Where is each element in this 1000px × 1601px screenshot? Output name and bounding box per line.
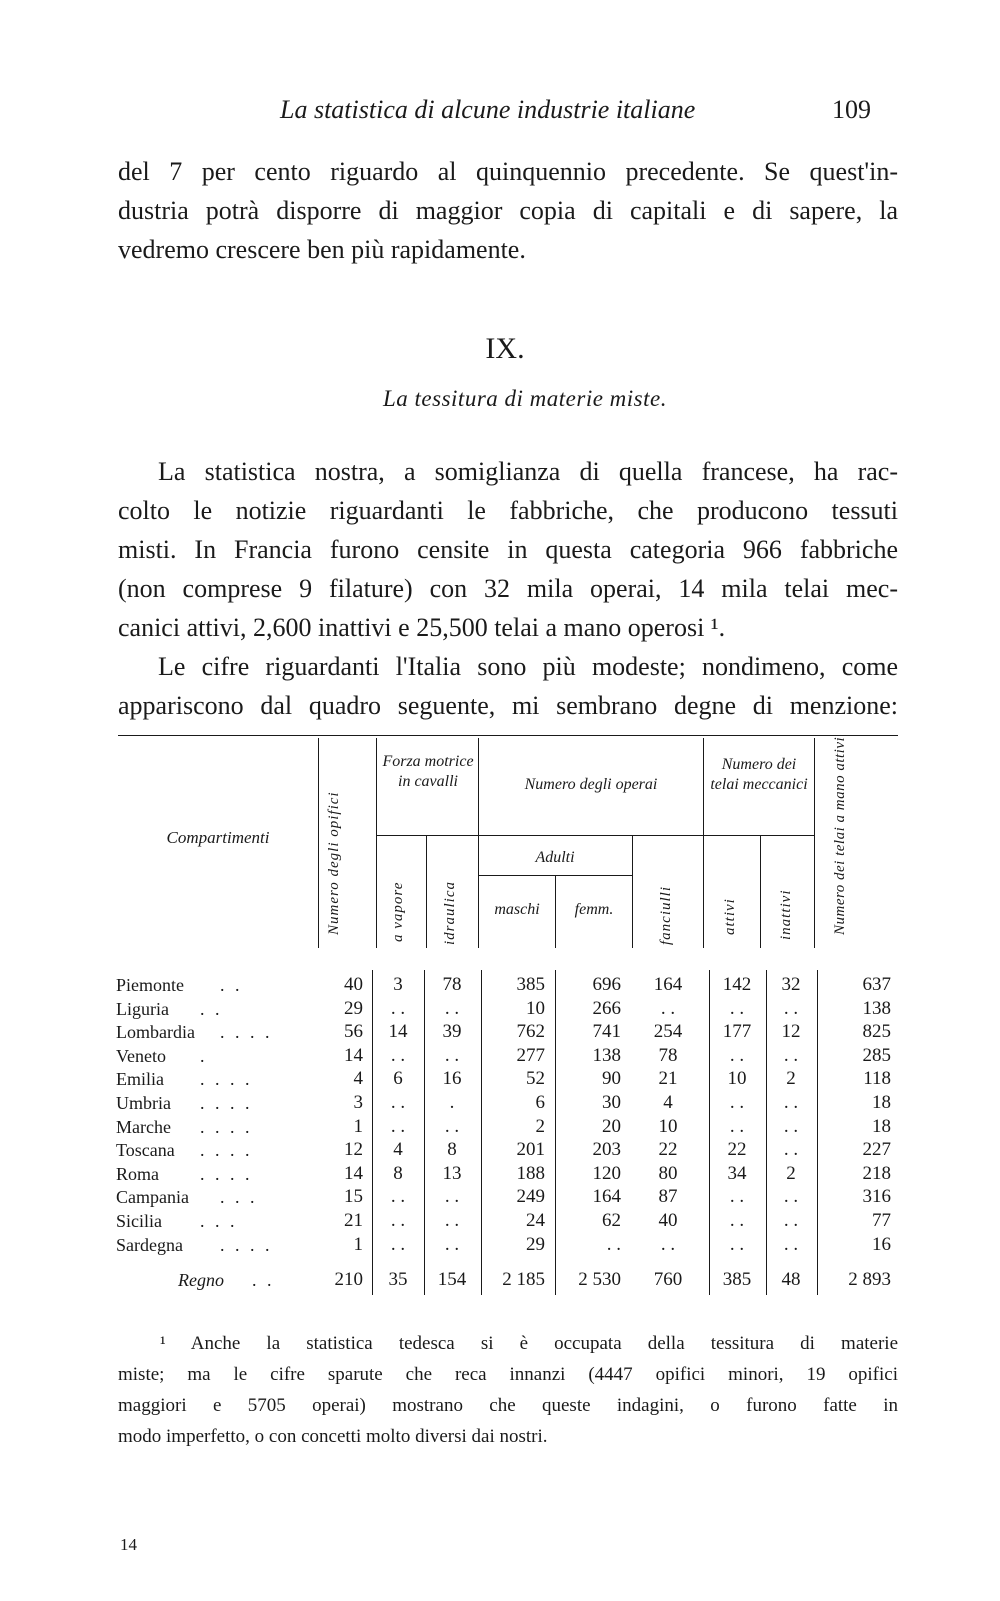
column-rule — [703, 738, 704, 948]
table-cell: . . — [783, 1116, 799, 1137]
table-cell: 385 — [516, 974, 545, 995]
header-fanciulli: fanciulli — [658, 886, 674, 945]
column-rule — [372, 970, 373, 1295]
column-rule — [555, 875, 556, 948]
table-cell: 218 — [862, 1163, 891, 1184]
table-cell: 2 — [535, 1116, 545, 1137]
signature-mark: 14 — [120, 1535, 137, 1554]
text-line: La statistica nostra, a somiglianza di quella francese, ha rac- — [158, 457, 898, 486]
table-top-rule — [118, 735, 898, 736]
table-cell: . . — [660, 1234, 676, 1255]
text-line: appariscono dal quadro seguente, mi sembrano degne di menzione: — [118, 691, 898, 720]
row-label: Umbria — [116, 1093, 171, 1113]
table-cell: . . — [660, 998, 676, 1019]
table-cell: . . — [783, 1045, 799, 1066]
table-cell: 164 — [653, 974, 683, 995]
column-rule — [817, 970, 818, 1295]
column-rule — [376, 738, 377, 948]
footnote — [118, 1328, 898, 1452]
body-paragraph — [118, 452, 898, 725]
total-cell: 48 — [781, 1269, 801, 1290]
table-cell: . . — [390, 1234, 406, 1255]
table-cell: 40 — [344, 974, 363, 995]
table-cell: 138 — [592, 1045, 621, 1066]
section-number: IX. — [485, 332, 525, 365]
total-cell: 2 893 — [848, 1269, 891, 1290]
table-cell: 741 — [592, 1021, 621, 1042]
total-cell: 760 — [653, 1269, 683, 1290]
table-cell: 16 — [442, 1068, 462, 1089]
header-numero-telai: Numero dei telai meccanici — [710, 756, 808, 793]
table-cell: 118 — [863, 1068, 891, 1089]
table-cell: 3 — [353, 1092, 363, 1113]
row-label: Liguria — [116, 999, 169, 1019]
table-cell: 30 — [602, 1092, 621, 1113]
header-maschi: maschi — [494, 901, 540, 918]
table-cell: 52 — [526, 1068, 545, 1089]
table-cell: 14 — [344, 1045, 363, 1066]
text-line: canici attivi, 2,600 inattivi e 25,500 telai a mano operosi ¹. — [118, 613, 726, 642]
table-cell: 62 — [602, 1210, 621, 1231]
table-cell: 13 — [442, 1163, 462, 1184]
table-cell: . . — [729, 1116, 745, 1137]
table-cell: 80 — [658, 1163, 678, 1184]
row-label: Campania — [116, 1187, 189, 1207]
table-cell: 24 — [526, 1210, 545, 1231]
row-label: Sicilia — [116, 1211, 162, 1231]
header-a-vapore: a vapore — [390, 881, 406, 942]
row-label: Emilia — [116, 1069, 164, 1089]
table-cell: 120 — [592, 1163, 621, 1184]
header-compartimenti: Compartimenti — [166, 828, 270, 847]
table-cell: . . — [444, 998, 460, 1019]
table-cell: . . — [390, 1045, 406, 1066]
table-cell: 21 — [344, 1210, 363, 1231]
table-cell: 21 — [658, 1068, 678, 1089]
row-label: Sardegna — [116, 1235, 183, 1255]
footnote-line: ¹ Anche la statistica tedesca si è occupata della tessitura di materie — [160, 1333, 898, 1354]
table-cell: 177 — [722, 1021, 752, 1042]
table-cell: . . — [729, 1186, 745, 1207]
text-line: misti. In Francia furono censite in questa categoria 966 fabbriche — [118, 535, 898, 564]
column-rule — [814, 738, 815, 948]
table-cell: 6 — [535, 1092, 545, 1113]
table-cell: 8 — [447, 1139, 457, 1160]
table-cell: 277 — [516, 1045, 545, 1066]
table-cell: 15 — [344, 1186, 363, 1207]
table-cell: . . — [783, 1234, 799, 1255]
table-cell: . . — [783, 1139, 799, 1160]
table-cell: 18 — [872, 1092, 891, 1113]
table-cell: . — [449, 1092, 455, 1113]
leader-dots: . . . . — [220, 1235, 273, 1255]
header-numero-opifici: Numero degli opifici — [326, 791, 342, 935]
total-row-label: Regno — [178, 1270, 224, 1290]
table-cell: . . — [729, 1045, 745, 1066]
table-cell: 637 — [862, 974, 891, 995]
intro-paragraph — [118, 152, 898, 269]
leader-dots: . . . . — [220, 1022, 273, 1042]
table-cell: . . — [729, 1234, 745, 1255]
table-cell: 10 — [658, 1116, 678, 1137]
header-idraulica: idraulica — [442, 881, 458, 945]
row-label: Toscana — [116, 1140, 175, 1160]
row-label: Lombardia — [116, 1022, 195, 1042]
table-cell: 164 — [592, 1186, 621, 1207]
total-cell: 154 — [437, 1269, 467, 1290]
total-cell: 385 — [722, 1269, 752, 1290]
table-cell: 10 — [727, 1068, 747, 1089]
table-cell: 249 — [516, 1186, 545, 1207]
table-cell: 90 — [602, 1068, 621, 1089]
table-cell: . . — [783, 998, 799, 1019]
table-cell: . . — [390, 1092, 406, 1113]
header-rule — [376, 835, 478, 836]
table-cell: 18 — [872, 1116, 891, 1137]
table-cell: . . — [729, 1092, 745, 1113]
table-cell: 696 — [592, 974, 621, 995]
column-rule — [424, 970, 425, 1295]
table-cell: . . — [390, 1116, 406, 1137]
column-rule — [709, 970, 710, 1295]
table-cell: . . — [783, 1092, 799, 1113]
total-cell: 2 185 — [502, 1269, 545, 1290]
column-rule — [760, 835, 761, 948]
table-cell: 14 — [344, 1163, 363, 1184]
table-cell: 78 — [442, 974, 462, 995]
leader-dots: . — [200, 1046, 208, 1066]
text-line: colto le notizie riguardanti le fabbriche, che producono tessuti — [118, 496, 898, 525]
row-label: Marche — [116, 1117, 171, 1137]
table-cell: 20 — [602, 1116, 621, 1137]
row-label: Roma — [116, 1164, 159, 1184]
table-cell: . . — [444, 1234, 460, 1255]
text-line: del 7 per cento riguardo al quinquennio precedente. Se quest'in- — [118, 157, 898, 186]
footnote-line: maggiori e 5705 operai) mostrano che queste indagini, o furono fatte in — [118, 1395, 898, 1416]
table-cell: . . — [783, 1210, 799, 1231]
table-cell: 87 — [658, 1186, 678, 1207]
leader-dots: . . . . — [200, 1117, 253, 1137]
header-forza-motrice: Forza motrice in cavalli — [382, 753, 474, 790]
table-cell: 254 — [653, 1021, 683, 1042]
table-cell: 285 — [862, 1045, 891, 1066]
text-line: Le cifre riguardanti l'Italia sono più modeste; nondimeno, come — [158, 652, 898, 681]
table-cell: 29 — [344, 998, 363, 1019]
column-rule — [426, 835, 427, 948]
table-cell: 4 — [663, 1092, 673, 1113]
table-cell: 39 — [442, 1021, 462, 1042]
table-cell: 14 — [388, 1021, 408, 1042]
header-adulti: Adulti — [535, 849, 575, 866]
column-rule — [478, 738, 479, 948]
table-cell: 22 — [727, 1139, 747, 1160]
table-cell: 40 — [658, 1210, 678, 1231]
table-cell: 4 — [393, 1139, 403, 1160]
row-label: Piemonte — [116, 975, 184, 995]
text-line: (non comprese 9 filature) con 32 mila operai, 14 mila telai mec- — [118, 574, 898, 603]
table-cell: 4 — [353, 1068, 363, 1089]
column-rule — [555, 970, 556, 1295]
table-cell: 266 — [592, 998, 621, 1019]
table-cell: 227 — [862, 1139, 891, 1160]
header-telai-mano: Numero dei telai a mano attivi — [832, 736, 848, 935]
table-cell: 1 — [353, 1116, 363, 1137]
header-femmine: femm. — [574, 901, 614, 918]
row-label: Veneto — [116, 1046, 166, 1066]
footnote-line: miste; ma le cifre sparute che reca innanzi (4447 opifici minori, 19 opifici — [118, 1364, 898, 1385]
header-inattivi: inattivi — [778, 889, 794, 940]
table-cell: . . — [390, 1186, 406, 1207]
table-cell: . . — [390, 998, 406, 1019]
table-cell: 142 — [722, 974, 752, 995]
table-cell: 16 — [872, 1234, 891, 1255]
table-cell: 34 — [727, 1163, 747, 1184]
table-cell: . . — [606, 1234, 621, 1255]
header-numero-operai: Numero degli operai — [524, 776, 658, 793]
leader-dots: . . . — [200, 1211, 238, 1231]
running-title: La statistica di alcune industrie italiane — [280, 95, 696, 124]
leader-dots: . . — [252, 1270, 275, 1290]
header-rule — [703, 835, 814, 836]
total-cell: 2 530 — [578, 1269, 621, 1290]
leader-dots: . . — [220, 975, 243, 995]
table-cell: 203 — [592, 1139, 621, 1160]
table-cell: 201 — [516, 1139, 545, 1160]
table-cell: . . — [729, 1210, 745, 1231]
table-cell: . . — [444, 1116, 460, 1137]
table-cell: 188 — [516, 1163, 545, 1184]
table-cell: 32 — [781, 974, 801, 995]
leader-dots: . . . . — [200, 1164, 253, 1184]
header-rule — [478, 875, 632, 876]
table-cell: 22 — [658, 1139, 678, 1160]
table-cell: 138 — [862, 998, 891, 1019]
table-cell: 56 — [344, 1021, 363, 1042]
table-cell: . . — [783, 1186, 799, 1207]
header-attivi: attivi — [722, 898, 738, 935]
total-cell: 210 — [334, 1269, 363, 1290]
table-cell: . . — [444, 1186, 460, 1207]
table-cell: . . — [444, 1045, 460, 1066]
table-cell: 12 — [781, 1021, 801, 1042]
table-cell: 2 — [786, 1163, 796, 1184]
table-cell: 77 — [872, 1210, 891, 1231]
text-line: dustria potrà disporre di maggior copia di capitali e di sapere, la — [118, 196, 898, 225]
page-number: 109 — [832, 95, 871, 124]
text-line: vedremo crescere ben più rapidamente. — [118, 235, 526, 264]
table-cell: 6 — [393, 1068, 403, 1089]
column-rule — [481, 970, 482, 1295]
footnote-line: modo imperfetto, o con concetti molto diversi dai nostri. — [118, 1426, 548, 1447]
leader-dots: . . . . — [200, 1069, 253, 1089]
table-cell: . . — [390, 1210, 406, 1231]
table-cell: 316 — [862, 1186, 891, 1207]
total-cell: 35 — [388, 1269, 408, 1290]
leader-dots: . . . — [220, 1187, 258, 1207]
table-cell: 2 — [786, 1068, 796, 1089]
table-cell: 762 — [516, 1021, 545, 1042]
leader-dots: . . . . — [200, 1140, 253, 1160]
section-title: La tessitura di materie miste. — [383, 386, 667, 411]
table-cell: 825 — [862, 1021, 891, 1042]
column-rule — [318, 738, 319, 948]
column-rule — [632, 835, 633, 948]
table-cell: . . — [444, 1210, 460, 1231]
table-cell: 1 — [353, 1234, 363, 1255]
header-rule — [478, 835, 703, 836]
table-cell: . . — [729, 998, 745, 1019]
leader-dots: . . — [200, 999, 223, 1019]
leader-dots: . . . . — [200, 1093, 253, 1113]
table-cell: 10 — [526, 998, 545, 1019]
table-cell: 3 — [393, 974, 403, 995]
table-cell: 12 — [344, 1139, 363, 1160]
table-cell: 78 — [658, 1045, 678, 1066]
table-cell: 29 — [526, 1234, 545, 1255]
column-rule — [766, 970, 767, 1295]
table-cell: 8 — [393, 1163, 403, 1184]
